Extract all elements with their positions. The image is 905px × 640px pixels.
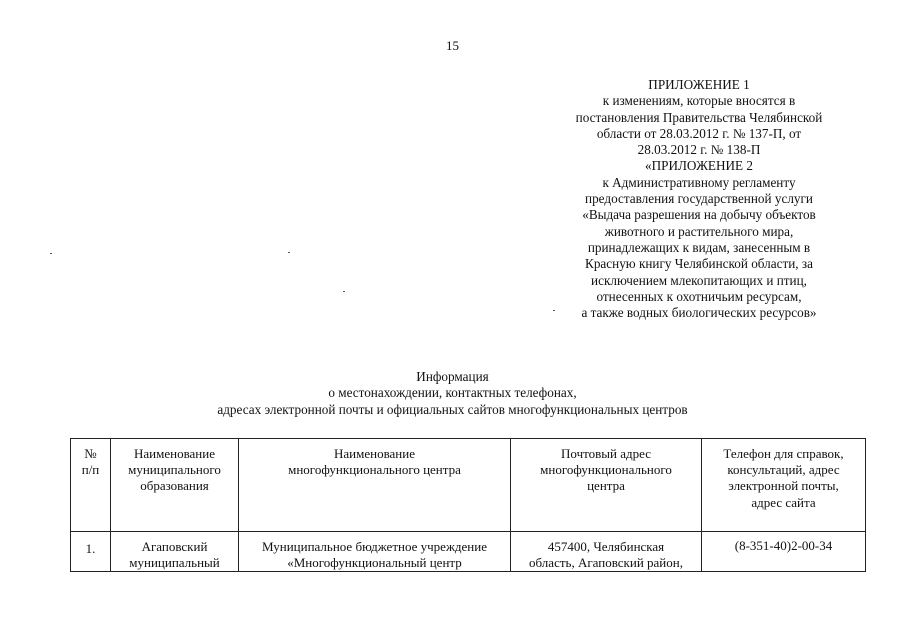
- scan-speck: [343, 291, 345, 292]
- header-municipality: Наименование муниципального образования: [111, 439, 239, 532]
- page-number: 15: [446, 38, 459, 53]
- appendix-line: к изменениям, которые вносятся в: [602, 93, 796, 109]
- appendix-line: животного и растительного мира,: [604, 223, 794, 239]
- appendix-line: ПРИЛОЖЕНИЕ 1: [648, 77, 750, 92]
- appendix-line: области от 28.03.2012 г. № 137-П, от: [596, 125, 802, 141]
- info-title: [0, 369, 905, 418]
- scan-speck: [50, 253, 52, 254]
- appendix-line: Красную книгу Челябинской области, за: [585, 256, 813, 272]
- appendix-line: к Административному регламенту: [602, 174, 796, 190]
- cell-num: 1.: [71, 532, 111, 572]
- header-num: № п/п: [71, 439, 111, 532]
- cell-municipality: Агаповский муниципальный: [111, 532, 239, 572]
- appendix-line: исключением млекопитающих и птиц,: [591, 272, 807, 288]
- appendix-line: отнесенных к охотничьим ресурсам,: [596, 288, 802, 304]
- appendix-line: постановления Правительства Челябинской: [575, 109, 823, 125]
- header-center: Наименование многофункционального центра: [239, 439, 511, 532]
- table-header-row: [71, 439, 866, 532]
- header-address: Почтовый адрес многофункционального центра: [511, 439, 702, 532]
- info-title-line: адресах электронной почты и официальных сайтов многофункциональных центров: [217, 401, 688, 417]
- info-title-line: Информация: [416, 369, 489, 384]
- header-phone: Телефон для справок, консультаций, адрес электронной почты, адрес сайта: [702, 439, 866, 532]
- mfc-table: [70, 438, 866, 572]
- scan-speck: [553, 310, 555, 311]
- appendix-line: принадлежащих к видам, занесенным в: [587, 239, 811, 255]
- scan-speck: [288, 252, 290, 253]
- cell-phone: (8-351-40)2-00-34: [702, 532, 866, 572]
- cell-address: 457400, Челябинская область, Агаповский район,: [511, 532, 702, 572]
- table-row: [71, 532, 866, 572]
- appendix-line: предоставления государственной услуги: [585, 191, 813, 207]
- cell-center: Муниципальное бюджетное учреждение «Многофункциональный центр: [239, 532, 511, 572]
- appendix-line: «Выдача разрешения на добычу объектов: [582, 207, 816, 223]
- appendix-line: «ПРИЛОЖЕНИЕ 2: [645, 158, 753, 174]
- appendix-line: а также водных биологических ресурсов»: [581, 305, 817, 321]
- appendix-line: 28.03.2012 г. № 138-П: [637, 142, 761, 158]
- info-title-line: о местонахождении, контактных телефонах,: [328, 385, 577, 401]
- appendix-header: [548, 77, 850, 321]
